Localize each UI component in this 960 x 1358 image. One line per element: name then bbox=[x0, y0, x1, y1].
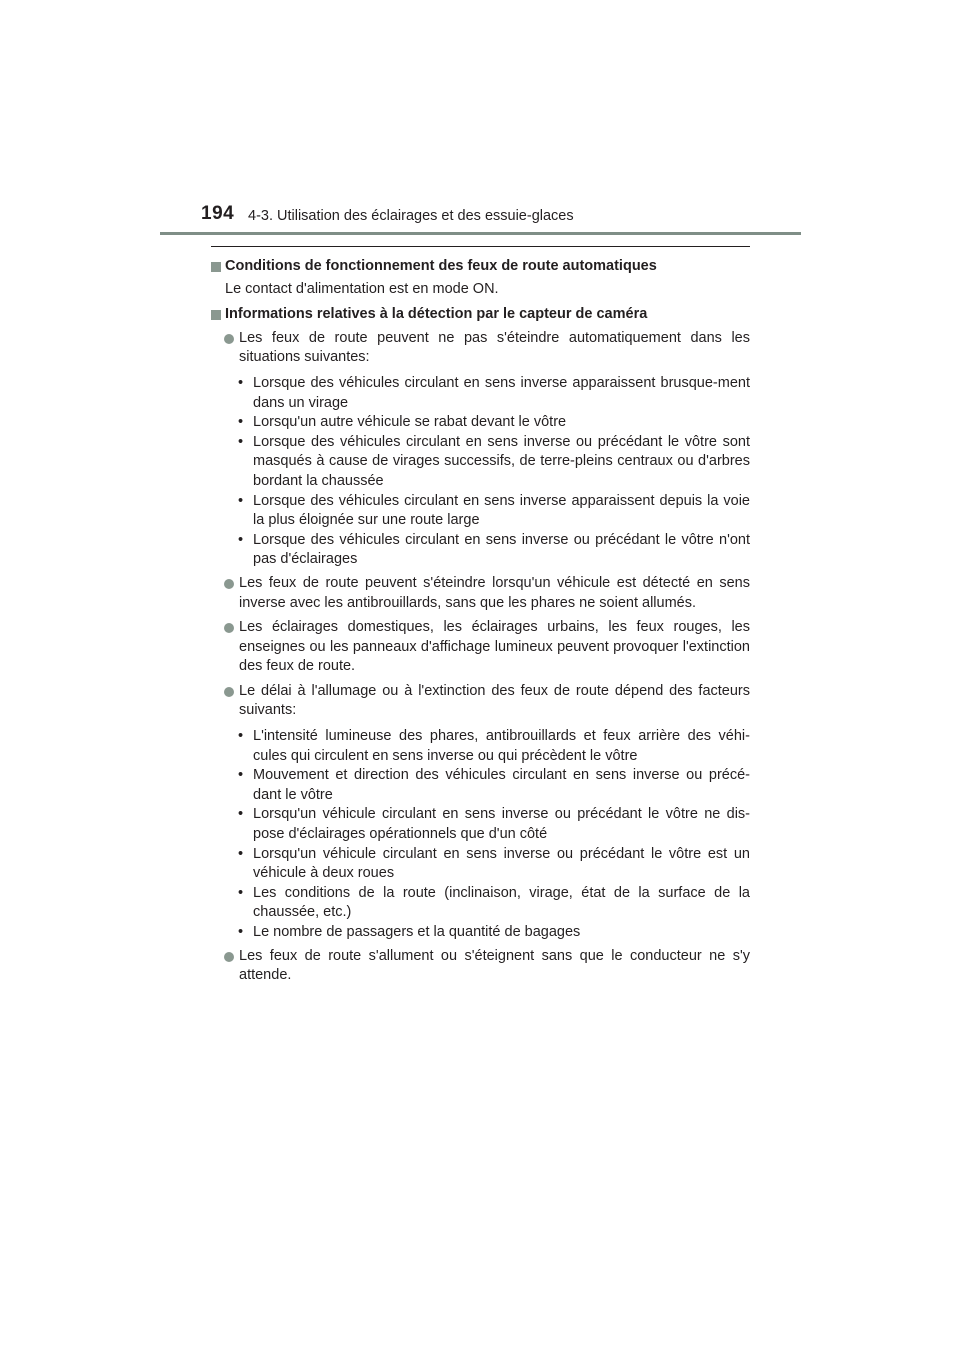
dot-marker: • bbox=[238, 433, 244, 450]
bullet-point bbox=[211, 329, 750, 368]
list-item-text: Lorsque des véhicules circulant en sens inverse ou précédant le vôtre n'ont pas d'éclairages bbox=[253, 531, 750, 568]
section-heading-conditions bbox=[211, 257, 750, 277]
page-number: 194 bbox=[201, 203, 235, 224]
list-item bbox=[211, 884, 750, 923]
list-item bbox=[211, 531, 750, 570]
list-item bbox=[211, 413, 750, 433]
list-item bbox=[211, 374, 750, 413]
section-paragraph: Le contact d'alimentation est en mode ON. bbox=[225, 280, 499, 297]
chapter-title: 4-3. Utilisation des éclairages et des essuie-glaces bbox=[248, 208, 574, 224]
list-item-text: Les conditions de la route (inclinaison, virage, état de la surface de la chaussée, etc.) bbox=[253, 884, 750, 921]
list-item bbox=[211, 805, 750, 844]
dot-marker: • bbox=[238, 492, 244, 509]
dot-marker: • bbox=[238, 806, 244, 823]
list-item-text: Lorsqu'un véhicule circulant en sens inverse ou précédant le vôtre ne dis-pose d'éclairages opérationnels que d'un côté bbox=[253, 806, 750, 843]
circle-bullet-icon bbox=[224, 334, 234, 344]
list-item bbox=[211, 845, 750, 884]
list-item-text: Lorsqu'un autre véhicule se rabat devant le vôtre bbox=[253, 414, 567, 431]
dot-marker: • bbox=[238, 414, 244, 431]
dot-marker: • bbox=[238, 728, 244, 745]
header-rule bbox=[160, 232, 801, 235]
square-bullet-icon bbox=[211, 310, 221, 320]
bullet-text: Les feux de route peuvent s'éteindre lorsqu'un véhicule est détecté en sens inverse avec les antibrouillards, sans que les phares ne soient allumés. bbox=[239, 574, 750, 611]
list-item-text: Lorsque des véhicules circulant en sens inverse ou précédant le vôtre sont masqués à cause de virages successifs, de terre-pleins centraux ou d'arbres bordant la chaussée bbox=[253, 433, 750, 489]
dot-marker: • bbox=[238, 924, 244, 940]
list-item bbox=[211, 492, 750, 531]
list-item-text: Mouvement et direction des véhicules circulant en sens inverse ou précé-dant le vôtre bbox=[253, 767, 750, 803]
dot-marker: • bbox=[238, 767, 244, 784]
list-item bbox=[211, 766, 750, 805]
bullet-point bbox=[211, 618, 750, 677]
section-heading-text: Informations relatives à la détection par le capteur de caméra bbox=[225, 306, 648, 323]
section-heading-text: Conditions de fonctionnement des feux de route automatiques bbox=[225, 258, 657, 274]
list-item-text: Lorsque des véhicules circulant en sens inverse apparaissent depuis la voie la plus éloignée sur une route large bbox=[253, 492, 750, 529]
bullet-point bbox=[211, 947, 750, 986]
circle-bullet-icon bbox=[224, 623, 234, 633]
circle-bullet-icon bbox=[224, 952, 234, 962]
bullet-text: Les feux de route peuvent ne pas s'éteindre automatiquement dans les situations suivantes: bbox=[239, 329, 750, 366]
bullet-text: Les feux de route s'allument ou s'éteignent sans que le conducteur ne s'y attende. bbox=[239, 947, 750, 984]
list-item-text: L'intensité lumineuse des phares, antibrouillards et feux arrière des véhi-cules qui circulent en sens inverse ou qui précèdent le vôtre bbox=[253, 728, 750, 764]
circle-bullet-icon bbox=[224, 687, 234, 697]
list-item-text: Lorsque des véhicules circulant en sens inverse apparaissent brusque-ment dans un virage bbox=[253, 374, 750, 411]
dot-marker: • bbox=[238, 374, 244, 391]
bullet-point bbox=[211, 574, 750, 613]
square-bullet-icon bbox=[211, 262, 221, 272]
list-item bbox=[211, 433, 750, 492]
list-item-text: Le nombre de passagers et la quantité de bagages bbox=[253, 924, 581, 940]
list-item bbox=[211, 923, 750, 943]
bullet-point bbox=[211, 682, 750, 721]
sub-list bbox=[211, 374, 750, 570]
list-item bbox=[211, 727, 750, 766]
page-content bbox=[211, 255, 750, 991]
dot-marker: • bbox=[238, 845, 244, 862]
circle-bullet-icon bbox=[224, 579, 234, 589]
sub-list bbox=[211, 727, 750, 943]
dot-marker: • bbox=[238, 884, 244, 901]
section-heading-camera bbox=[211, 305, 750, 325]
list-item-text: Lorsqu'un véhicule circulant en sens inverse ou précédant le vôtre est un véhicule à deux roues bbox=[253, 845, 750, 882]
dot-marker: • bbox=[238, 531, 244, 548]
section-rule bbox=[211, 246, 750, 247]
bullet-text: Le délai à l'allumage ou à l'extinction des feux de route dépend des facteurs suivants: bbox=[239, 682, 750, 719]
bullet-text: Les éclairages domestiques, les éclairages urbains, les feux rouges, les enseignes ou les panneaux d'affichage lumineux peuvent provoquer l'extinction des feux de route. bbox=[239, 619, 750, 675]
